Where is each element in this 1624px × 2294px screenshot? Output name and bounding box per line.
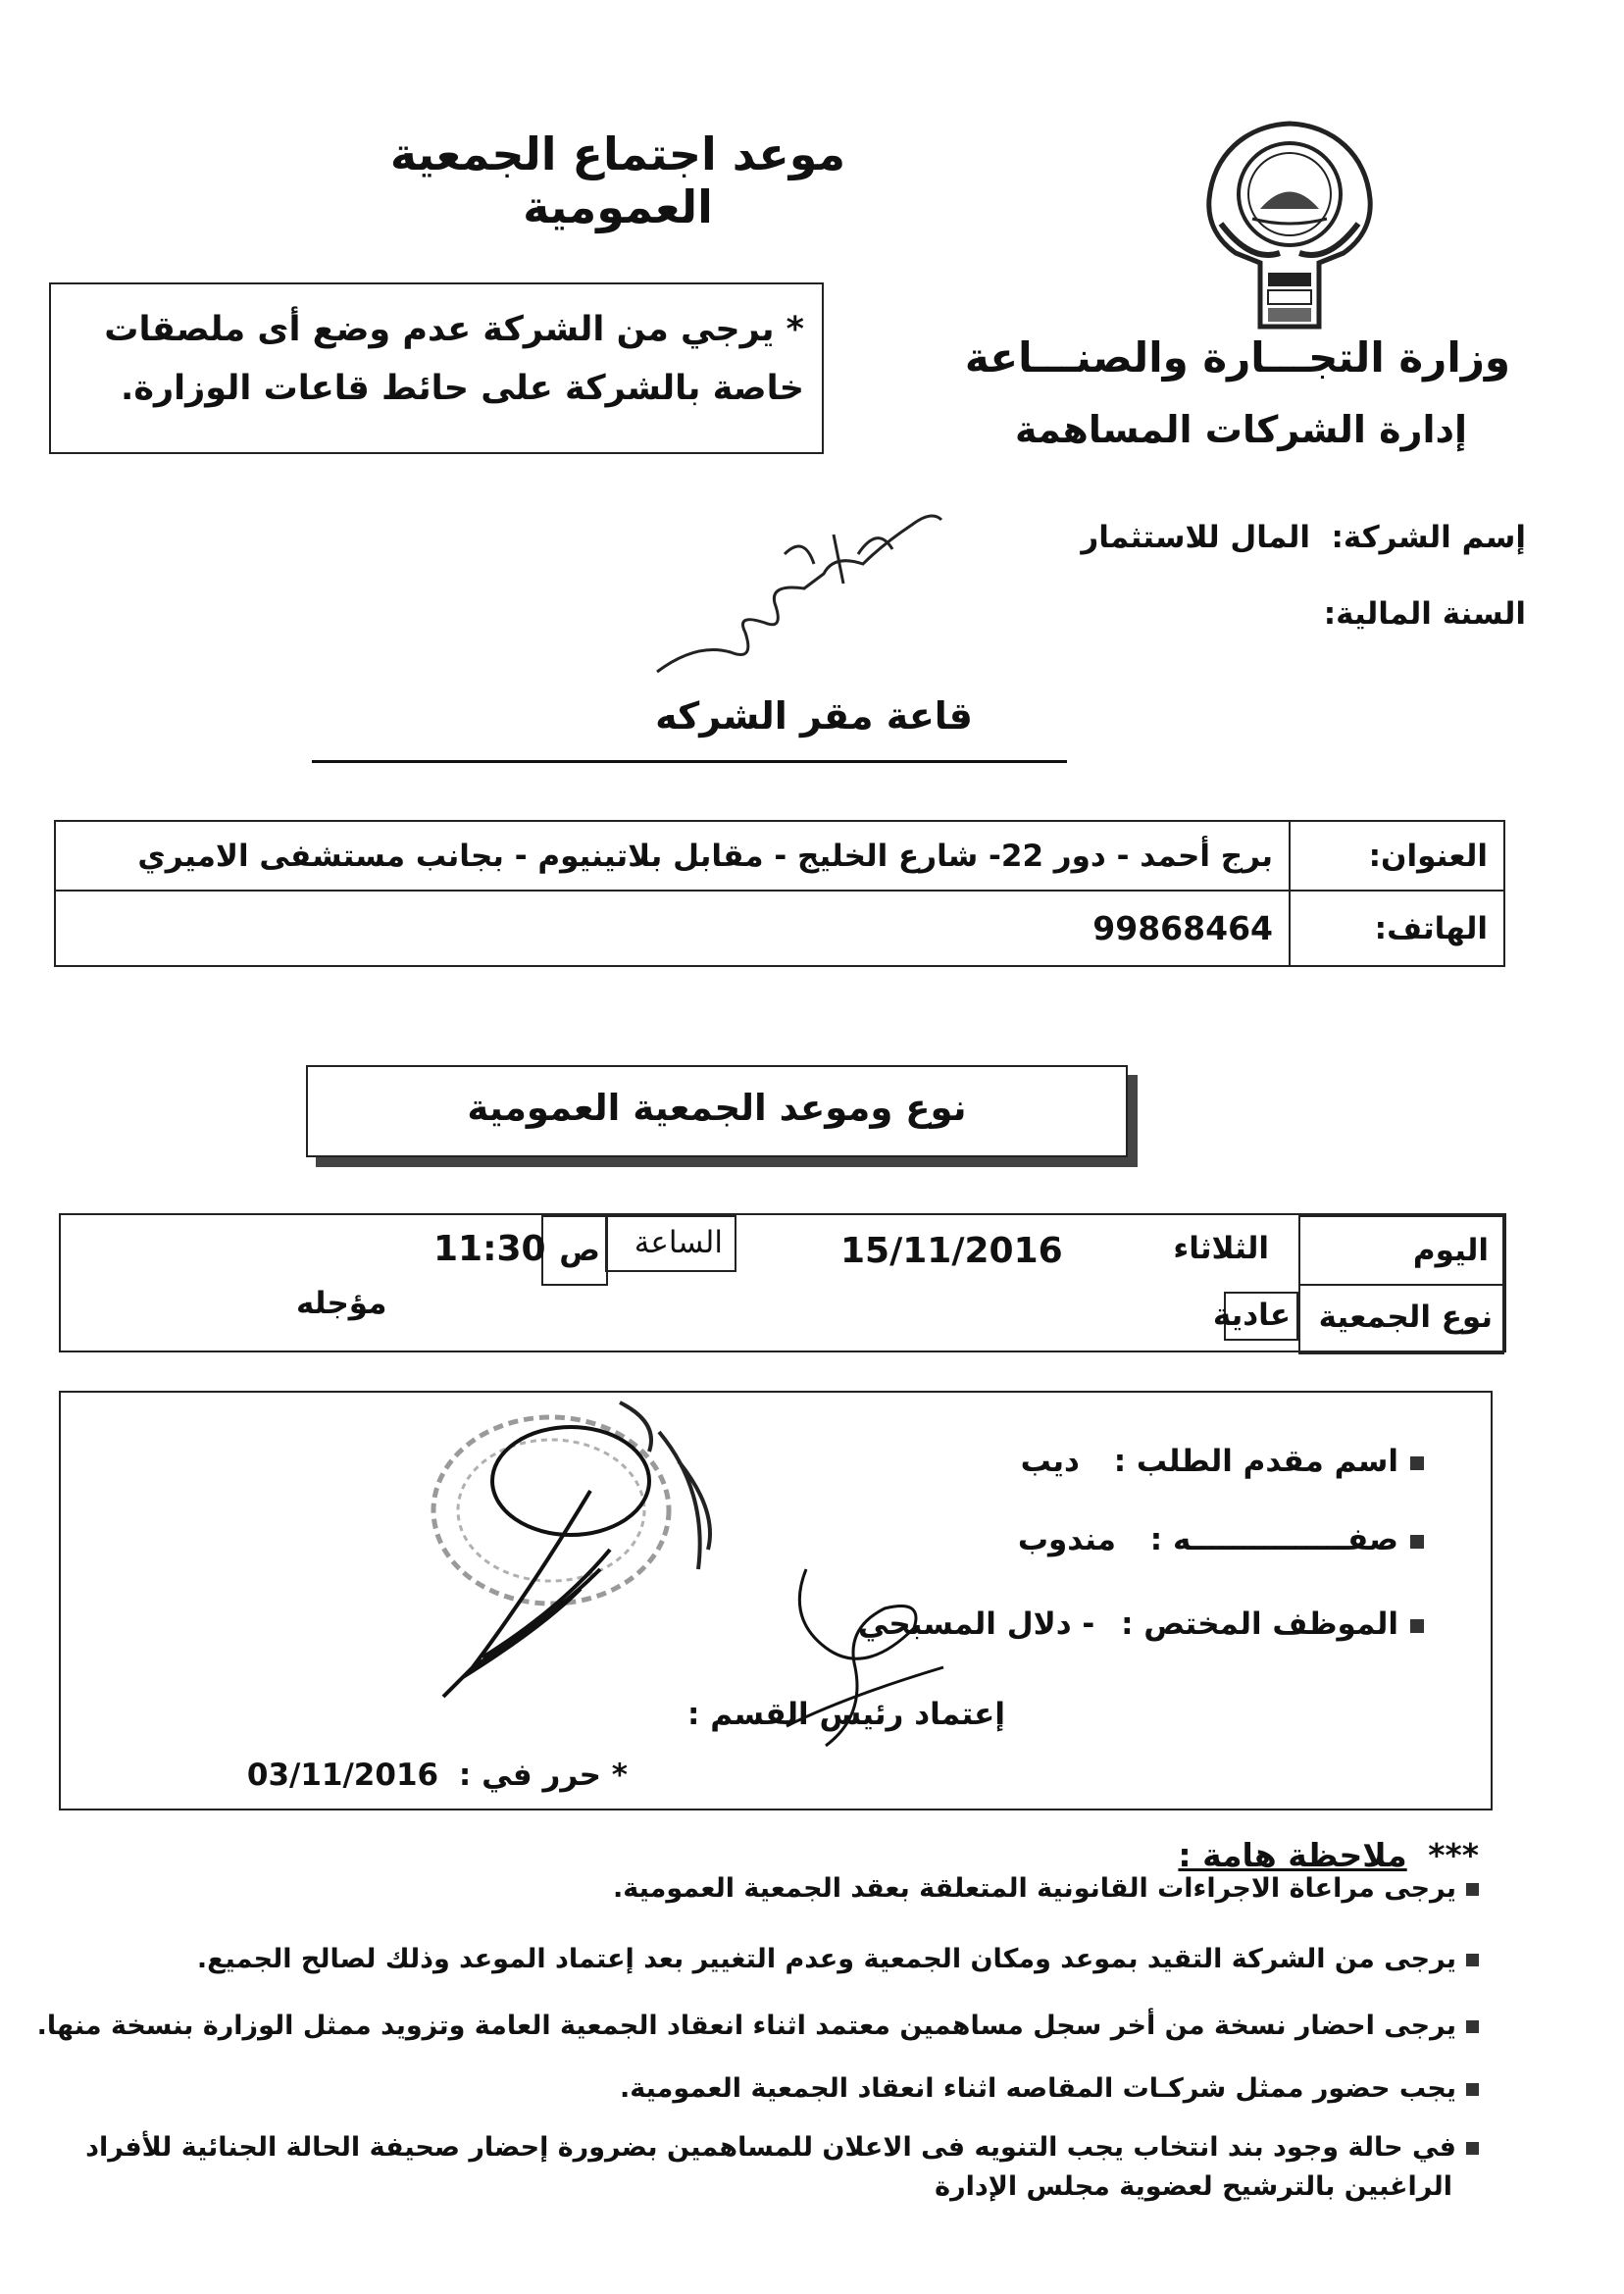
page-title: موعد اجتماع الجمعية العمومية [389,127,846,233]
time-label-cell [605,1215,736,1272]
bullet-icon [1466,2142,1479,2155]
note-text: يرجى من الشركة التقيد بموعد ومكان الجمعية وعدم التغيير بعد إعتماد الموعد وذلك لصالح الجميع. [196,1944,1456,1974]
role-label: صفـــــــــــــــه : [1149,1522,1398,1557]
meeting-date: 15/11/2016 [840,1231,1063,1271]
meeting-type-value: عادية [1212,1298,1291,1333]
issued-line [247,1758,628,1793]
handwritten-note-icon [637,495,951,695]
officer-signature-icon [767,1559,983,1759]
ministry-name: وزارة التجـــارة والصنـــاعة [964,333,1510,382]
day-label: اليوم [1412,1233,1489,1268]
meeting-grid [59,1213,1506,1352]
role-line [1018,1522,1424,1557]
issued-date: 03/11/2016 [246,1758,439,1793]
bullet-icon [1466,2020,1479,2033]
note-text: في حالة وجود بند انتخاب يجب التنويه فى الاعلان للمساهمين بضرورة إحضار صحيفة الحالة الجنائية للأفراد [85,2132,1456,2163]
day-value: الثلاثاء [1173,1231,1269,1266]
contact-table [54,820,1505,967]
meeting-status: مؤجله [296,1286,387,1321]
address-value: برج أحمد - دور 22- شارع الخليج - مقابل بلاتينيوم - بجانب مستشفى الاميري [55,821,1290,891]
approval-label: إعتماد رئيس القسم : [687,1697,1005,1732]
section-title-box [306,1065,1128,1157]
type-value-cell [1212,1292,1298,1341]
venue-title: قاعة مقر الشركه [655,694,973,738]
am-pm: ص [559,1233,600,1268]
note-item [613,1869,1479,1909]
applicant-line [1021,1444,1424,1479]
bullet-icon [1466,1954,1479,1966]
company-name-value: المال للاستثمار [1081,520,1310,555]
notice-text: * يرجي من الشركة عدم وضع أى ملصقات خاصة بالشركة على حائط قاعات الوزارة. [104,310,804,408]
request-box [59,1391,1493,1810]
address-row [55,821,1504,891]
notes-heading: ملاحظة هامة : [1178,1836,1407,1874]
notes-stars: *** [1428,1836,1479,1874]
kuwait-emblem-icon [1192,116,1388,346]
am-pm-cell [541,1215,608,1286]
bullet-icon [1410,1535,1424,1549]
bullet-icon [1410,1456,1424,1470]
note-text: يرجى احضار نسخة من أخر سجل مساهمين معتمد اثناء انعقاد الجمعية العامة وتزويد ممثل الوزارة بنسخة منها. [36,2011,1456,2041]
section-title: نوع وموعد الجمعية العمومية [467,1087,967,1129]
type-label-cell [1298,1284,1504,1354]
meeting-time: 11:30 [433,1229,546,1269]
venue-underline [312,760,1067,763]
applicant-label: اسم مقدم الطلب : [1113,1444,1398,1479]
note-item [620,2069,1479,2109]
address-label: العنوان: [1290,821,1504,891]
applicant-value: ديب [1020,1444,1080,1479]
issued-label: * حرر في : [458,1758,628,1793]
note-item [85,2128,1479,2167]
bullet-icon [1410,1619,1424,1633]
phone-row [55,891,1504,966]
department-name: إدارة الشركات المساهمة [1014,408,1467,451]
note-item [197,1940,1479,1979]
note-text: يرجى مراعاة الاجراءات القانونية المتعلقة بعقد الجمعية العمومية. [612,1873,1456,1904]
role-value: مندوب [1017,1522,1116,1557]
day-label-cell [1298,1215,1504,1286]
phone-value: 99868464 [55,891,1290,966]
meeting-type-label: نوع الجمعية [1318,1300,1493,1335]
note-text: يجب حضور ممثل شركـات المقاصه اثناء انعقاد الجمعية العمومية. [620,2073,1456,2104]
note-item [37,2007,1479,2046]
official-stamp-icon [414,1373,826,1750]
company-name-label: إسم الشركة: [1331,520,1526,555]
note-item-continuation: الراغبين بالترشيح لعضوية مجلس الإدارة [935,2171,1452,2202]
officer-label: الموظف المختص : [1121,1606,1398,1642]
phone-label: الهاتف: [1290,891,1504,966]
bullet-icon [1466,2083,1479,2096]
notice-box [49,282,824,454]
officer-value: - دلال المسبحي [857,1606,1095,1642]
fiscal-year-label: السنة المالية: [1323,596,1526,632]
bullet-icon [1466,1883,1479,1896]
time-label: الساعة [634,1225,723,1260]
